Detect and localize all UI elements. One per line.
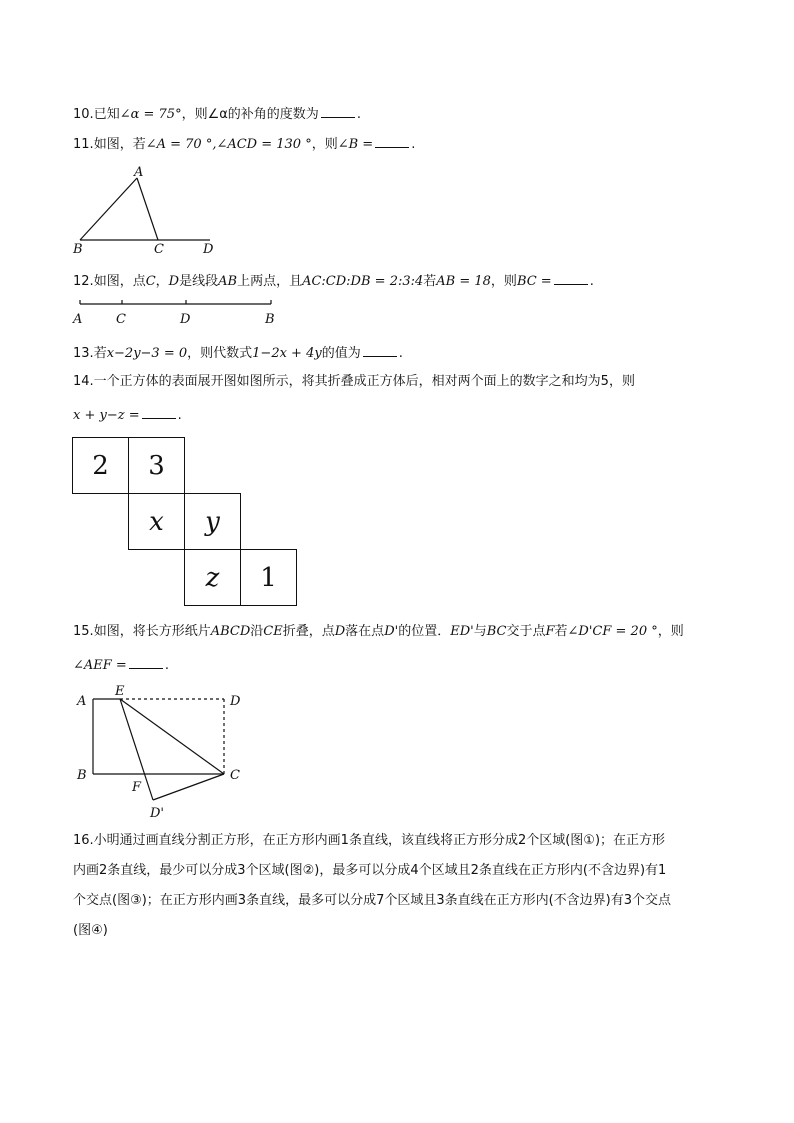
seg-label-d: D bbox=[180, 312, 191, 327]
cube-face: y bbox=[184, 493, 241, 550]
q16-line4: (图④) bbox=[73, 923, 108, 938]
answer-blank[interactable] bbox=[554, 271, 588, 285]
q12-m4: AC:CD:DB = 2:3:4 bbox=[302, 274, 424, 289]
cube-face: 2 bbox=[72, 437, 129, 494]
label-c: C bbox=[154, 242, 164, 257]
q12-m2: D bbox=[168, 274, 180, 289]
q10-math: ∠α = 75° bbox=[119, 107, 182, 122]
segment-figure bbox=[70, 296, 285, 328]
question-15 bbox=[73, 623, 684, 641]
question-13 bbox=[73, 343, 403, 363]
seg-label-b: B bbox=[265, 312, 275, 327]
q13-text-c: 的值为 bbox=[321, 346, 361, 361]
question-number: 13. bbox=[73, 346, 94, 361]
q15-m1: ABCD bbox=[210, 624, 251, 639]
cube-face: 1 bbox=[240, 549, 297, 606]
q15-m7: F bbox=[545, 624, 555, 639]
seg-label-a: A bbox=[73, 312, 83, 327]
q12-m5: AB = 18 bbox=[436, 274, 491, 289]
fold-label-e: E bbox=[115, 684, 125, 699]
fold-figure bbox=[72, 683, 252, 823]
q14-math: x + y−z = bbox=[73, 408, 140, 423]
q10-text-a: 已知 bbox=[93, 107, 120, 122]
q11-math2: ∠B = bbox=[337, 137, 374, 152]
q11-math: ∠A = 70 °,∠ACD = 130 ° bbox=[145, 137, 312, 152]
q12-t3: 上两点，且 bbox=[237, 274, 303, 289]
q13-text-b: ，则代数式 bbox=[187, 346, 253, 361]
question-12 bbox=[73, 271, 594, 291]
fold-label-d-prime: D' bbox=[150, 806, 164, 821]
label-a: A bbox=[134, 165, 144, 180]
q13-math2: 1−2x + 4y bbox=[252, 346, 322, 361]
q15-t8: 若 bbox=[554, 624, 568, 639]
q11-text-b: ，则 bbox=[311, 137, 338, 152]
q12-text-a: 如图，点 bbox=[93, 274, 146, 289]
q15-t4: 落在点 bbox=[345, 624, 385, 639]
question-number: 11. bbox=[73, 137, 94, 152]
fold-label-f: F bbox=[132, 780, 142, 795]
q12-m6: BC = bbox=[516, 274, 552, 289]
answer-blank[interactable] bbox=[363, 343, 397, 357]
q15-t3: 折叠，点 bbox=[282, 624, 335, 639]
answer-blank[interactable] bbox=[142, 405, 176, 419]
q15-t1: 如图，将长方形纸片 bbox=[93, 624, 211, 639]
q13-end: . bbox=[398, 346, 403, 361]
answer-blank[interactable] bbox=[375, 134, 409, 148]
q12-t1: ， bbox=[155, 274, 169, 289]
fold-label-a: A bbox=[77, 694, 87, 709]
fold-label-c: C bbox=[230, 768, 240, 783]
q12-end: . bbox=[589, 274, 594, 289]
q15-t2: 沿 bbox=[250, 624, 264, 639]
answer-blank[interactable] bbox=[129, 655, 163, 669]
q10-text-b: ，则∠α的补角的度数为 bbox=[181, 107, 319, 122]
q13-math: x−2y−3 = 0 bbox=[106, 346, 188, 361]
q12-m1: C bbox=[145, 274, 156, 289]
q12-t4: 若 bbox=[423, 274, 437, 289]
question-number: 12. bbox=[73, 274, 94, 289]
fold-label-b: B bbox=[77, 768, 87, 783]
q15-t9: ，则 bbox=[657, 624, 684, 639]
q12-t5: ，则 bbox=[490, 274, 517, 289]
triangle-figure bbox=[70, 162, 230, 257]
q15-line2-math: ∠AEF = bbox=[73, 658, 127, 673]
fold-label-d: D bbox=[230, 694, 241, 709]
q12-m3: AB bbox=[218, 274, 238, 289]
question-14-line2 bbox=[73, 405, 182, 425]
question-14: 14.一个正方体的表面展开图如图所示，将其折叠成正方体后，相对两个面上的数字之和均为5，则 bbox=[73, 374, 635, 389]
q11-end: . bbox=[411, 137, 416, 152]
q15-t5: 的位置． bbox=[398, 624, 451, 639]
question-number: 15. bbox=[73, 624, 94, 639]
label-b: B bbox=[73, 242, 83, 257]
q15-t7: 交于点 bbox=[506, 624, 546, 639]
answer-blank[interactable] bbox=[321, 104, 355, 118]
q15-m3: D bbox=[334, 624, 346, 639]
question-16 bbox=[73, 826, 723, 946]
seg-label-c: C bbox=[116, 312, 126, 327]
q15-m2: CE bbox=[263, 624, 283, 639]
q16-line1: 16.小明通过画直线分割正方形，在正方形内画1条直线，该直线将正方形分成2个区域(图①)；在正方形 bbox=[73, 833, 666, 848]
q15-m6: BC bbox=[486, 624, 507, 639]
q15-end: . bbox=[164, 658, 169, 673]
q16-line3: 个交点(图③)；在正方形内画3条直线，最多可以分成7个区域且3条直线在正方形内(不含边界)有3个交点 bbox=[73, 893, 672, 908]
question-11 bbox=[73, 134, 415, 154]
q12-t2: 是线段 bbox=[179, 274, 219, 289]
q16-line2: 内画2条直线，最少可以分成3个区域(图②)，最多可以分成4个区域且2条直线在正方形内(不含边界)有1 bbox=[73, 863, 667, 878]
question-10 bbox=[73, 104, 361, 124]
q15-t6: 与 bbox=[473, 624, 487, 639]
label-d: D bbox=[203, 242, 214, 257]
q11-text-a: 如图，若 bbox=[93, 137, 146, 152]
q15-m8: ∠D'CF = 20 ° bbox=[567, 624, 658, 639]
q13-text-a: 若 bbox=[93, 346, 107, 361]
q15-m5: ED' bbox=[450, 624, 474, 639]
q14-end: . bbox=[177, 408, 182, 423]
q10-end: . bbox=[356, 107, 361, 122]
question-number: 10. bbox=[73, 107, 94, 122]
cube-face: x bbox=[128, 493, 185, 550]
cube-face: z bbox=[184, 549, 241, 606]
q15-m4: D' bbox=[384, 624, 399, 639]
question-15-line2 bbox=[73, 655, 169, 675]
cube-face: 3 bbox=[128, 437, 185, 494]
